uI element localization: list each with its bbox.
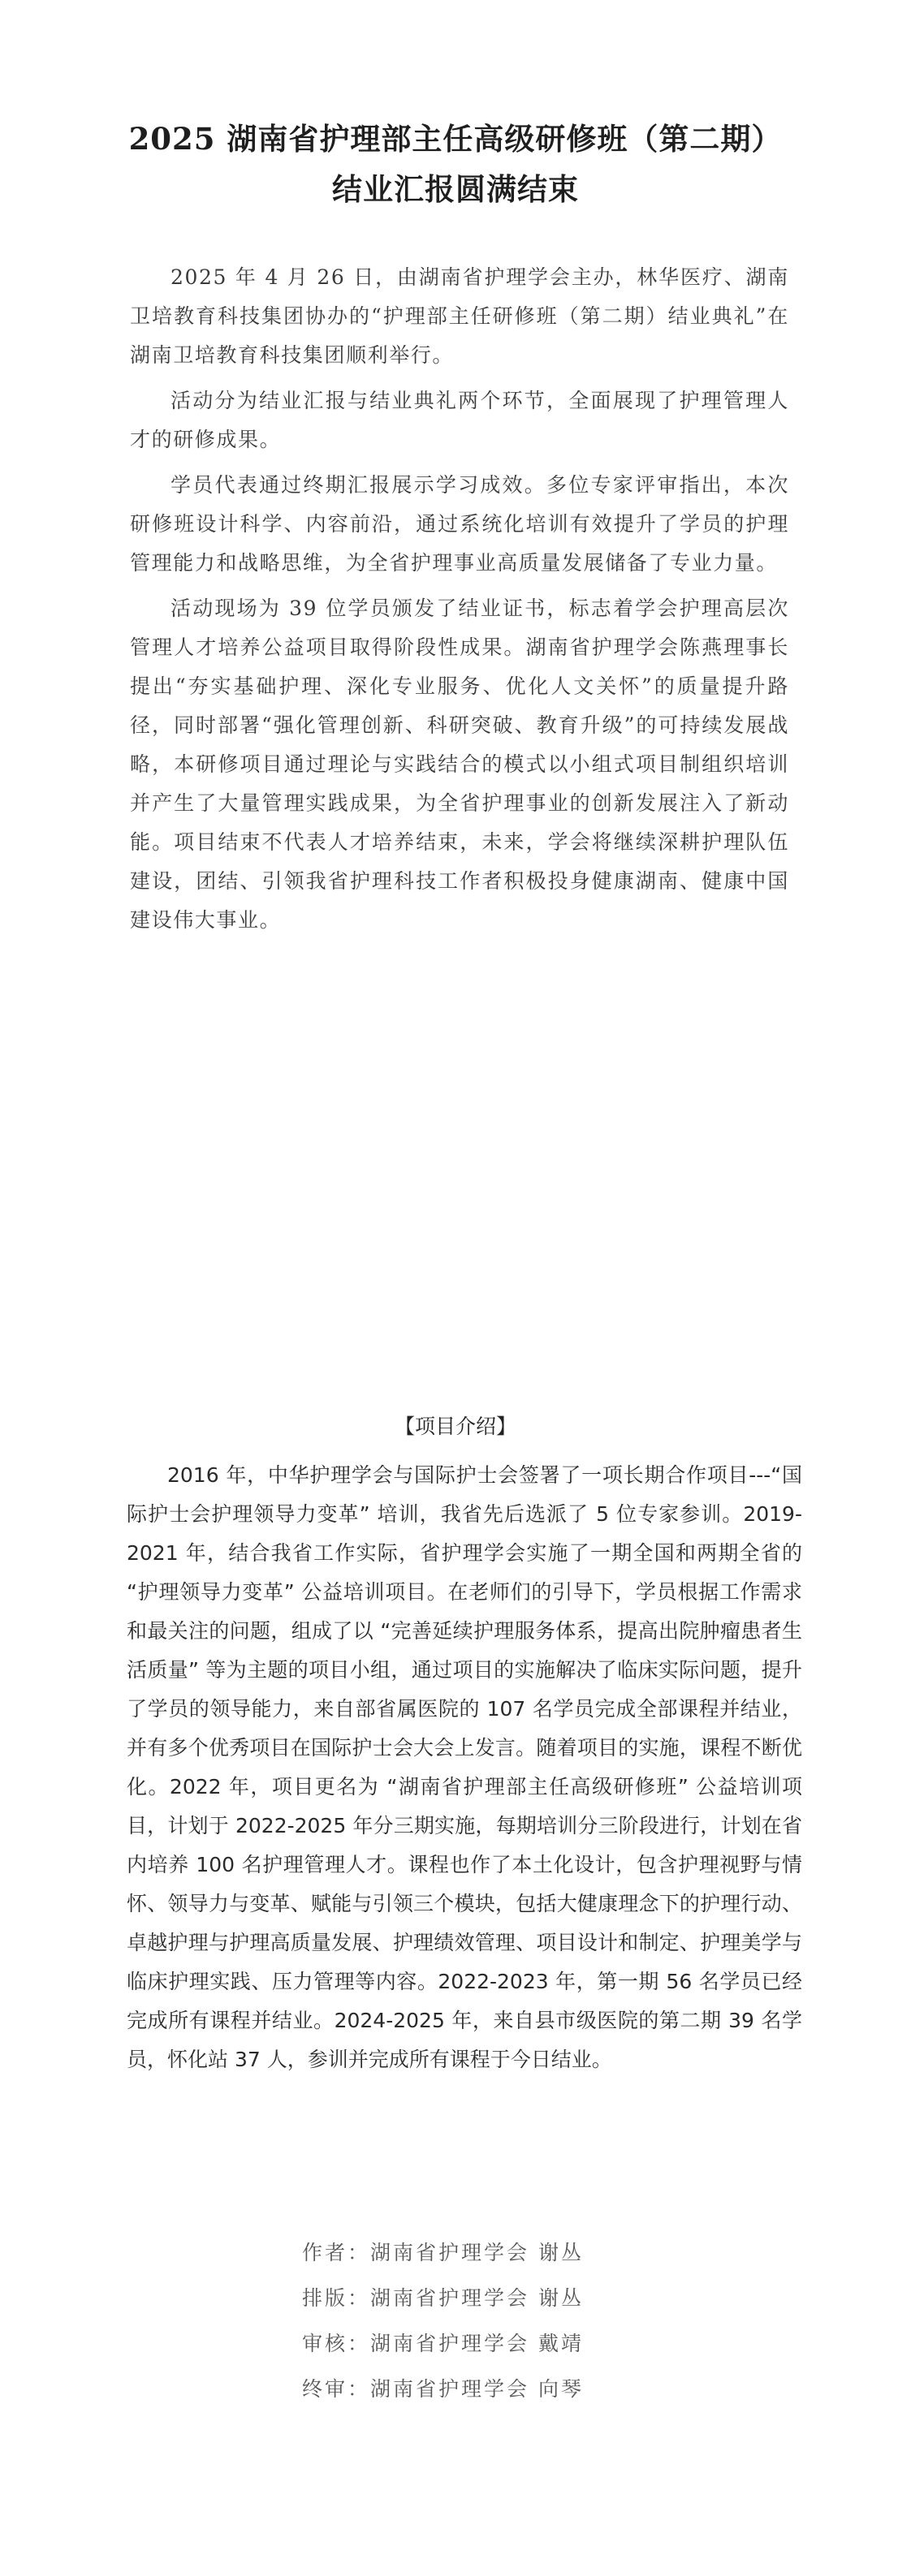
credit-name: 湖南省护理学会 戴靖: [370, 2332, 584, 2355]
project-intro: [127, 1456, 802, 2079]
title-line-2: 结业汇报圆满结束: [332, 171, 579, 207]
credits: [302, 2230, 584, 2412]
paragraph-activity: 活动分为结业汇报与结业典礼两个环节，全面展现了护理管理人才的研修成果。: [130, 389, 789, 451]
credit-author: [302, 2230, 584, 2276]
credit-name: 湖南省护理学会 向琴: [370, 2377, 584, 2401]
project-intro-body: 2016 年，中华护理学会与国际护士会签署了一项长期合作项目---“国际护士会护理领导力变革” 培训，我省先后选派了 5 位专家参训。2019-2021 年，结合我省工作实际，省护理学会实施了一期全国和两期全省的 “护理领导力变革” 公益培训项目。在老师们的引导下，学员根据工作需求和最关注的问题，组成了以 “完善延续护理服务体系，提高出院肿瘤患者生活质量” 等为主题的项目小组，通过项目的实施解决了临床实际问题，提升了学员的领导能力，来自部省属医院的 107 名学员完成全部课程并结业，并有多个优秀项目在国际护士会大会上发言。随着项目的实施，课程不断优化。2022 年，项目更名为 “湖南省护理部主任高级研修班” 公益培训项目，计划于 2022-2025 年分三期实施，每期培训分三阶段进行，计划在省内培养 100 名护理管理人才。课程也作了本土化设计，包含护理视野与情怀、领导力与变革、赋能与引领三个模块，包括大健康理念下的护理行动、卓越护理与护理高质量发展、护理绩效管理、项目设计和制定、护理美学与临床护理实践、压力管理等内容。2022-2023 年，第一期 56 名学员已经完成所有课程并结业。2024-2025 年，来自县市级医院的第二期 39 名学员，怀化站 37 人，参训并完成所有课程于今日结业。: [127, 1463, 802, 2071]
project-intro-heading: 【项目介绍】: [394, 1415, 516, 1438]
credit-role: 作者: [302, 2241, 348, 2264]
credit-separator: ：: [348, 2286, 371, 2310]
credit-separator: ：: [348, 2241, 371, 2264]
credit-review: [302, 2321, 584, 2367]
credit-role: 终审: [302, 2377, 348, 2401]
credit-role: 排版: [302, 2286, 348, 2310]
credit-final-review: [302, 2367, 584, 2412]
credit-name: 湖南省护理学会 谢丛: [370, 2241, 584, 2264]
paragraph-ceremony: 活动现场为 39 位学员颁发了结业证书，标志着学会护理高层次管理人才培养公益项目取得阶段性成果。湖南省护理学会陈燕理事长提出“夯实基础护理、深化专业服务、优化人文关怀”的质量提升路径，同时部署“强化管理创新、科研突破、教育升级”的可持续发展战略，本研修项目通过理论与实践结合的模式以小组式项目制组织培训并产生了大量管理实践成果，为全省护理事业的创新发展注入了新动能。项目结束不代表人才培养结束，未来，学会将继续深耕护理队伍建设，团结、引领我省护理科技工作者积极投身健康湖南、健康中国建设伟大事业。: [130, 597, 789, 932]
credit-separator: ：: [348, 2377, 371, 2401]
credit-role: 审核: [302, 2332, 348, 2355]
credit-name: 湖南省护理学会 谢丛: [370, 2286, 584, 2310]
article-title: [89, 114, 822, 214]
title-line-1: 2025 湖南省护理部主任高级研修班（第二期）: [128, 121, 783, 157]
article-body: [130, 258, 789, 946]
paragraph-date-host: 2025 年 4 月 26 日，由湖南省护理学会主办，林华医疗、湖南卫培教育科技集团协办的“护理部主任研修班（第二期）结业典礼”在湖南卫培教育科技集团顺利举行。: [130, 265, 789, 367]
credit-separator: ：: [348, 2332, 371, 2355]
paragraph-report: 学员代表通过终期汇报展示学习成效。多位专家评审指出，本次研修班设计科学、内容前沿，通过系统化培训有效提升了学员的护理管理能力和战略思维，为全省护理事业高质量发展储备了专业力量。: [130, 473, 789, 575]
credit-layout: [302, 2276, 584, 2321]
